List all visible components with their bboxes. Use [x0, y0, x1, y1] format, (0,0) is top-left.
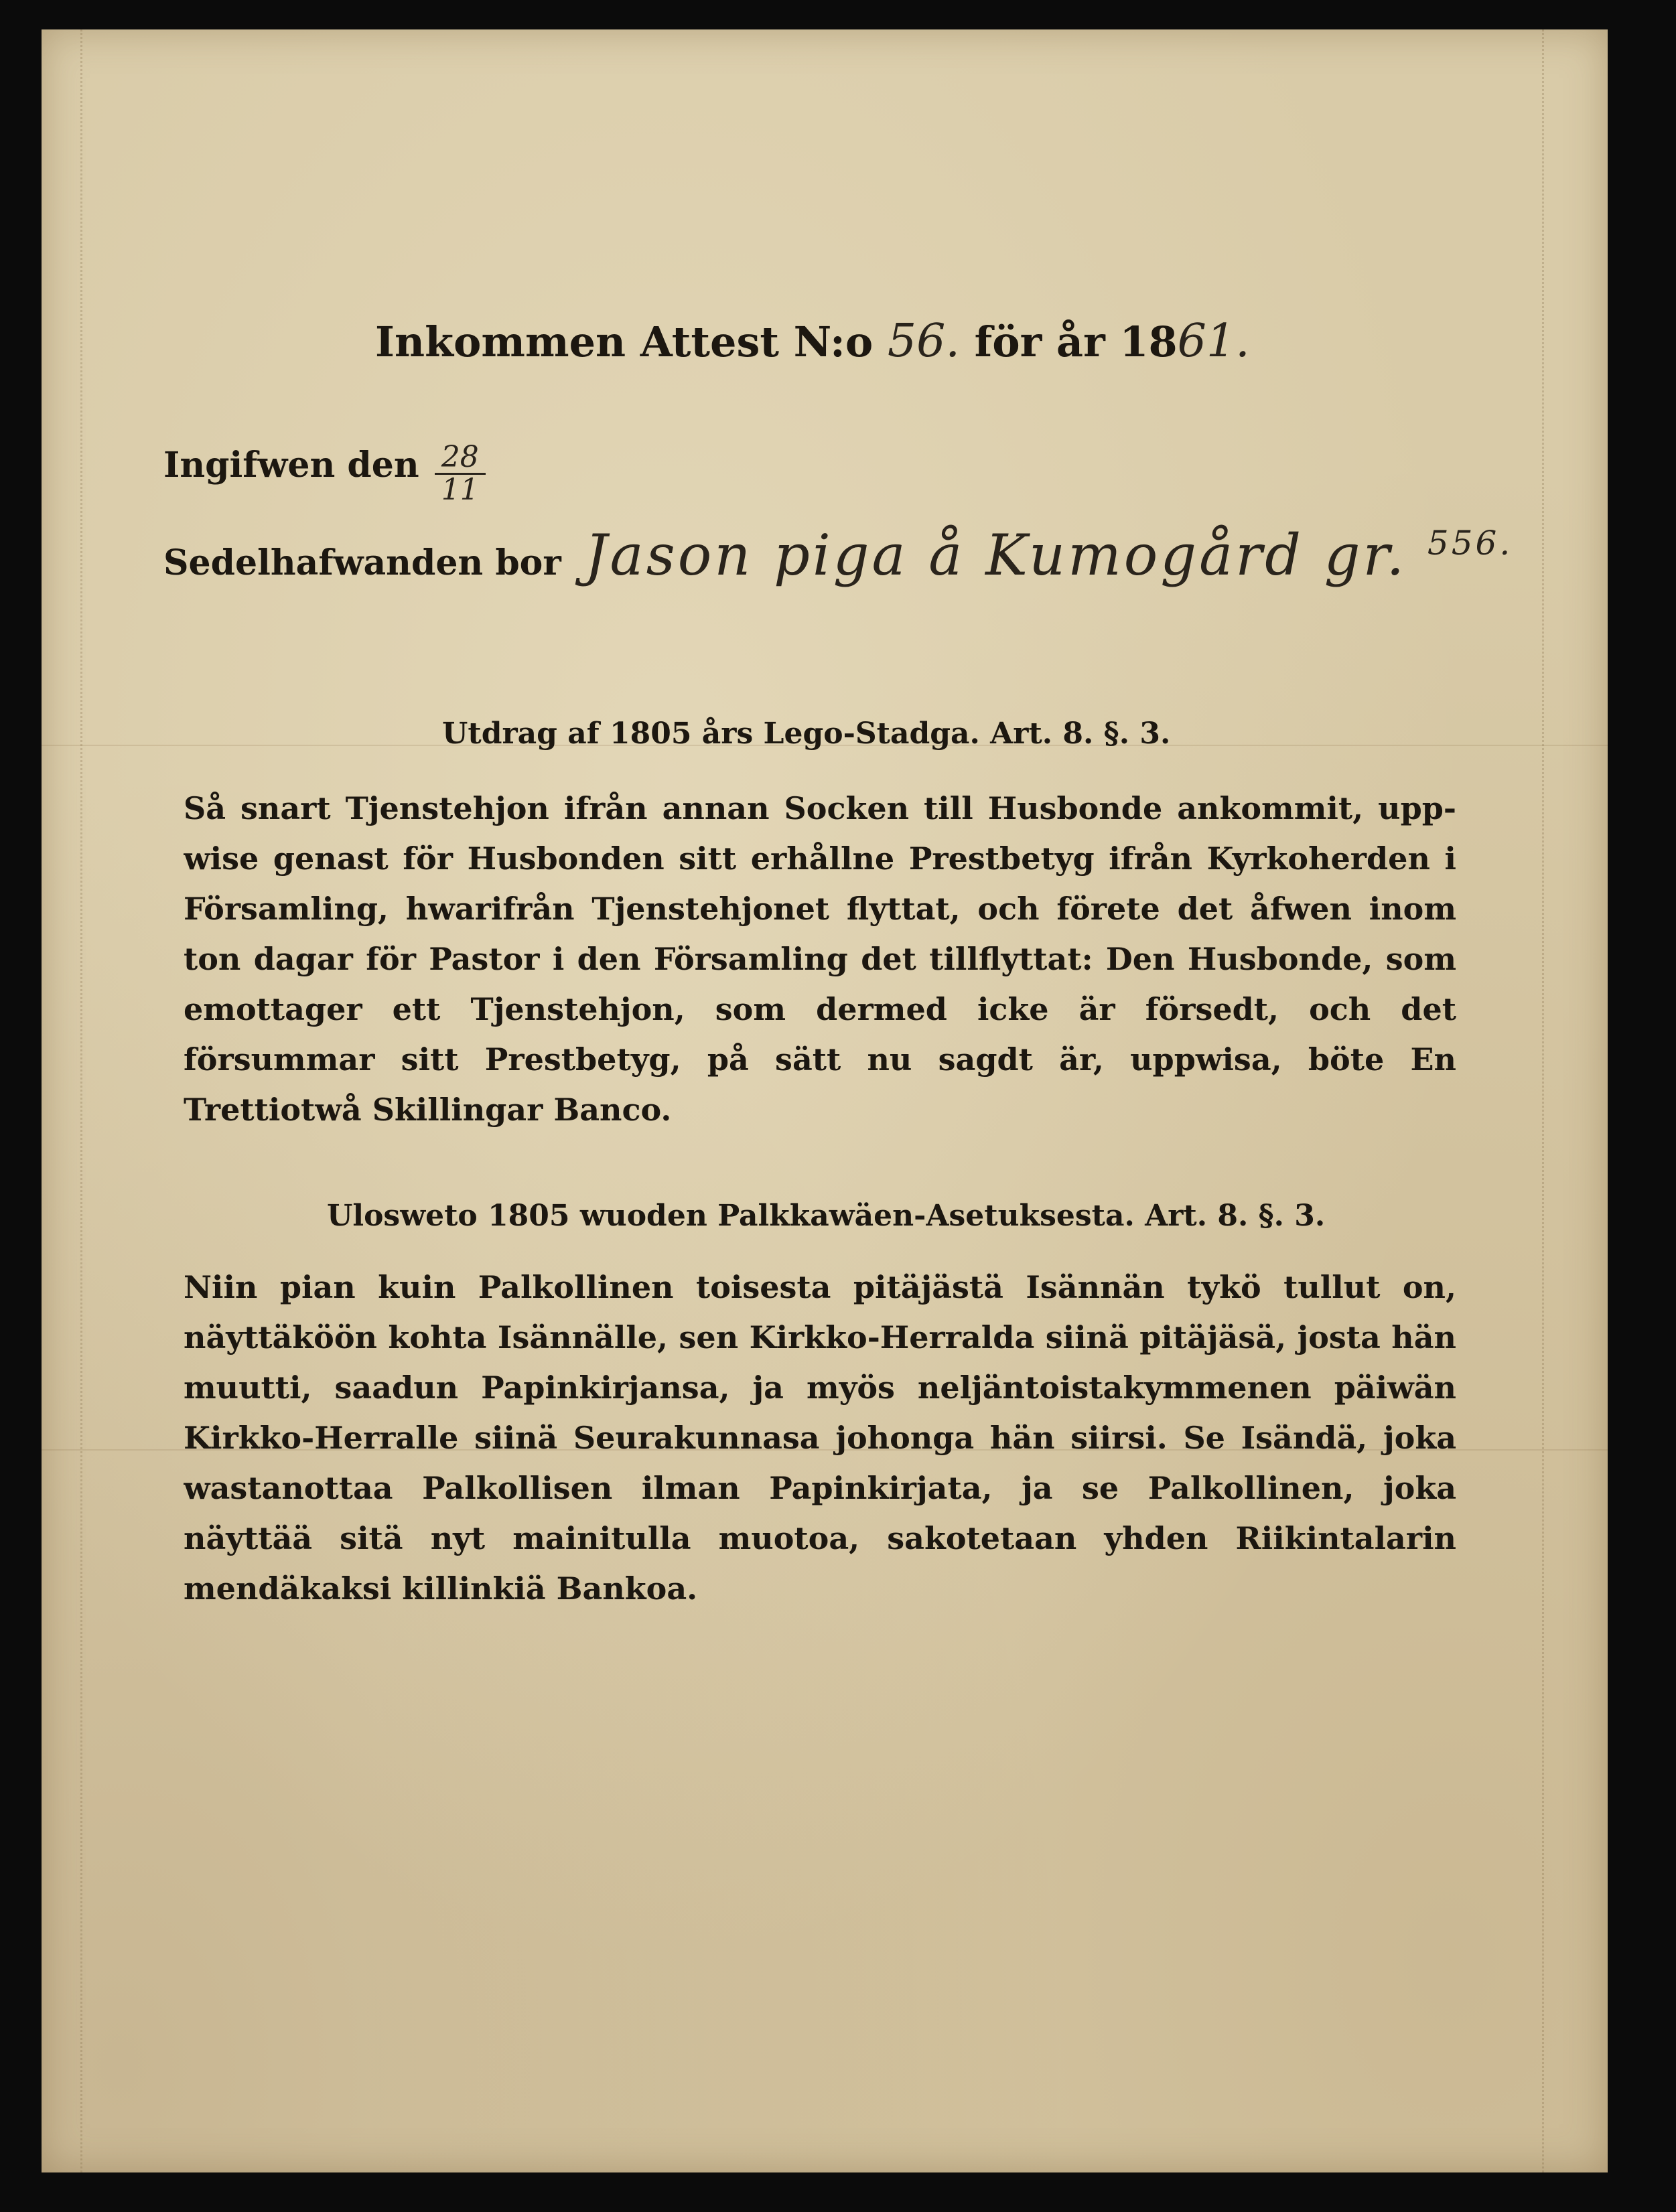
- finnish-line: wastanottaa Palkollisen ilman Papinkirjata, ja se Palkollinen, joka: [184, 1470, 1456, 1506]
- ingiven-label: Ingifwen den: [163, 445, 419, 486]
- swedish-line: ton dagar för Pastor i den Församling det tillflyttat: Den Husbonde, som: [184, 941, 1456, 977]
- bor-number: 556.: [1427, 524, 1513, 563]
- finnish-line: Niin pian kuin Palkollinen toisesta pitäjästä Isännän tykö tullut on,: [184, 1269, 1456, 1305]
- swedish-section-heading: Utdrag af 1805 års Lego-Stadga. Art. 8. §. 3.: [442, 717, 1171, 751]
- ingiven-field: [163, 442, 486, 506]
- bor-label: Sedelhafwanden bor: [163, 542, 561, 583]
- finnish-paragraph: [184, 1262, 1456, 1614]
- swedish-line: Så snart Tjenstehjon ifrån annan Socken till Husbonde ankommit, upp-: [184, 790, 1456, 826]
- ingiven-day: 28: [435, 442, 486, 475]
- ingiven-date-handwritten: [435, 442, 486, 506]
- bor-address: Jason piga å Kumogård gr.: [584, 522, 1407, 588]
- finnish-line: näyttää sitä nyt mainitulla muotoa, sakotetaan yhden Riikintalarin: [184, 1520, 1456, 1556]
- swedish-line: försummar sitt Prestbetyg, på sätt nu sagdt är, uppwisa, böte En: [184, 1041, 1456, 1078]
- finnish-section-heading: Ulosweto 1805 wuoden Palkkawäen-Asetuksesta. Art. 8. §. 3.: [327, 1199, 1326, 1233]
- perforation-right: [1542, 29, 1544, 2172]
- swedish-paragraph: [184, 784, 1456, 1135]
- ingiven-month: 11: [441, 473, 479, 507]
- swedish-line: Församling, hwarifrån Tjenstehjonet flyttat, och förete det åfwen inom: [184, 891, 1456, 927]
- attest-number-handwritten: 56.: [887, 315, 961, 368]
- finnish-line: mendäkaksi killinkiä Bankoa.: [184, 1570, 698, 1607]
- year-suffix-handwritten: 61.: [1177, 315, 1250, 368]
- swedish-line: wise genast för Husbonden sitt erhållne Prestbetyg ifrån Kyrkoherden i: [184, 840, 1456, 877]
- swedish-line: Trettiotwå Skillingar Banco.: [184, 1092, 672, 1128]
- swedish-line: emottager ett Tjenstehjon, som dermed icke är försedt, och det: [184, 991, 1456, 1027]
- title-middle: för år 18: [974, 317, 1178, 366]
- finnish-line: näyttäköön kohta Isännälle, sen Kirkko-Herralda siinä pitäjäsä, josta hän: [184, 1319, 1456, 1355]
- finnish-line: Kirkko-Herralle siinä Seurakunnasa johonga hän siirsi. Se Isändä, joka: [184, 1420, 1456, 1456]
- perforation-left: [80, 29, 82, 2172]
- document-title: [375, 315, 1250, 368]
- title-prefix: Inkommen Attest N:o: [375, 317, 874, 366]
- finnish-line: muutti, saadun Papinkirjansa, ja myös neljäntoistakymmenen päiwän: [184, 1370, 1456, 1406]
- bor-field: [163, 522, 1513, 588]
- bor-value-handwritten: [585, 522, 1513, 588]
